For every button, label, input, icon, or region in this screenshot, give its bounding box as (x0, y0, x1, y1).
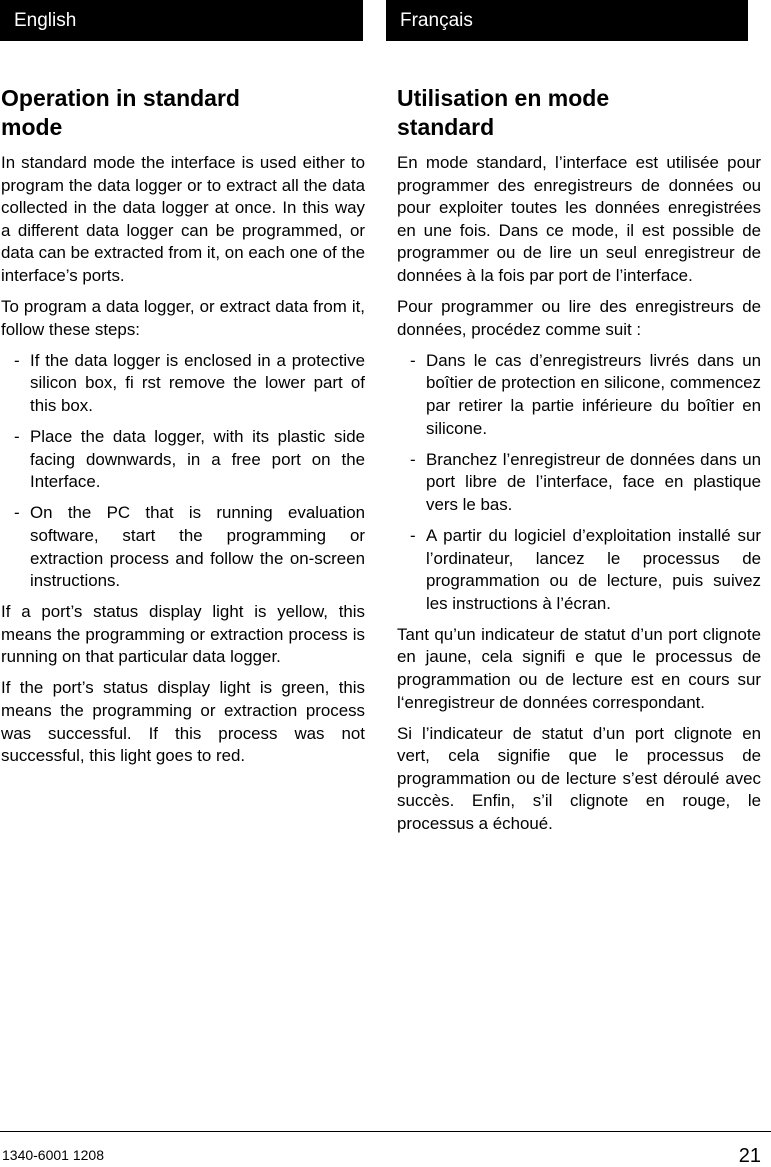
french-step-item: - Branchez l’enregistreur de données dans un port libre de l’interface, face en plastique vers le bas. (410, 449, 761, 514)
english-step-text: On the PC that is running evaluation software, start the programming or extraction process and follow the on-screen instructions. (30, 503, 365, 591)
french-step-text: Branchez l’enregistreur de données dans un port libre de l’interface, face en plastique vers le bas. (426, 449, 761, 514)
footer-divider (0, 1131, 771, 1132)
footer-page-number: 21 (738, 1145, 761, 1167)
french-column (397, 84, 761, 844)
english-paragraph-green-status: If the port’s status display light is green, this means the programming or extraction process was successful. If this process was not successful, this light goes to red. (1, 678, 365, 766)
english-steps-list (1, 350, 365, 593)
english-step-text: If the data logger is enclosed in a protective silicon box, fi rst remove the lower part of this box. (30, 350, 365, 415)
french-paragraph-yellow-status: Tant qu’un indicateur de statut d’un port clignote en jaune, cela signifi e que le processus de programmation ou de lecture est en cours sur l‘enregistreur de données correspondant. (397, 624, 761, 712)
english-column (1, 84, 365, 776)
french-paragraph-steps-intro: Pour programmer ou lire des enregistreurs de données, procédez comme suit : (397, 297, 761, 339)
english-step-item: - On the PC that is running evaluation software, start the programming or extraction process and follow the on-screen instructions. (14, 503, 365, 591)
french-step-text: Dans le cas d’enregistreurs livrés dans un boîtier de protection en silicone, commencez par retirer la partie inférieure du boîtier en silicone. (426, 350, 761, 438)
french-section-title: Utilisation en mode standard (397, 85, 610, 140)
french-paragraph-intro: En mode standard, l’interface est utilisée pour programmer des enregistreurs de données ou pour exploiter toutes les données enregistrées en une fois. Dans ce mode, il est possible de programmer ou de lire un seul enregistreur de données à la fois par port de l’interface. (397, 153, 761, 285)
footer-document-number: 1340-6001 1208 (2, 1147, 104, 1163)
french-step-text: A partir du logiciel d’exploitation installé sur l’ordinateur, lancez le processus de programmation ou de lecture, puis suivez les instructions à l’écran. (426, 525, 761, 613)
french-language-label: Français (400, 10, 473, 31)
french-language-bar (386, 0, 748, 41)
english-step-item: - Place the data logger, with its plastic side facing downwards, in a free port on the Interface. (14, 427, 365, 492)
english-section-title: Operation in standard mode (1, 85, 240, 140)
english-paragraph-yellow-status: If a port’s status display light is yellow, this means the programming or extraction process is running on that particular data logger. (1, 602, 365, 667)
french-step-item: - Dans le cas d’enregistreurs livrés dans un boîtier de protection en silicone, commencez par retirer la partie inférieure du boîtier en silicone. (410, 350, 761, 438)
french-steps-list (397, 350, 761, 616)
french-paragraph-green-status: Si l’indicateur de statut d’un port clignote en vert, cela signifie que le processus de programmation ou de lecture s’est déroulé avec succès. Enfin, s’il clignote en rouge, le processus a échoué. (397, 723, 761, 834)
english-step-item: - If the data logger is enclosed in a protective silicon box, fi rst remove the lower part of this box. (14, 350, 365, 415)
french-step-item: - A partir du logiciel d’exploitation installé sur l’ordinateur, lancez le processus de programmation ou de lecture, puis suivez les instructions à l’écran. (410, 525, 761, 613)
english-paragraph-intro: In standard mode the interface is used either to program the data logger or to extract all the data collected in the data logger at once. In this way a different data logger can be programmed, or data can be extracted from it, on each one of the interface’s ports. (1, 153, 365, 285)
english-language-label: English (14, 10, 77, 31)
english-step-text: Place the data logger, with its plastic side facing downwards, in a free port on the Interface. (30, 427, 365, 492)
english-paragraph-steps-intro: To program a data logger, or extract data from it, follow these steps: (1, 297, 365, 339)
english-language-bar (0, 0, 363, 41)
